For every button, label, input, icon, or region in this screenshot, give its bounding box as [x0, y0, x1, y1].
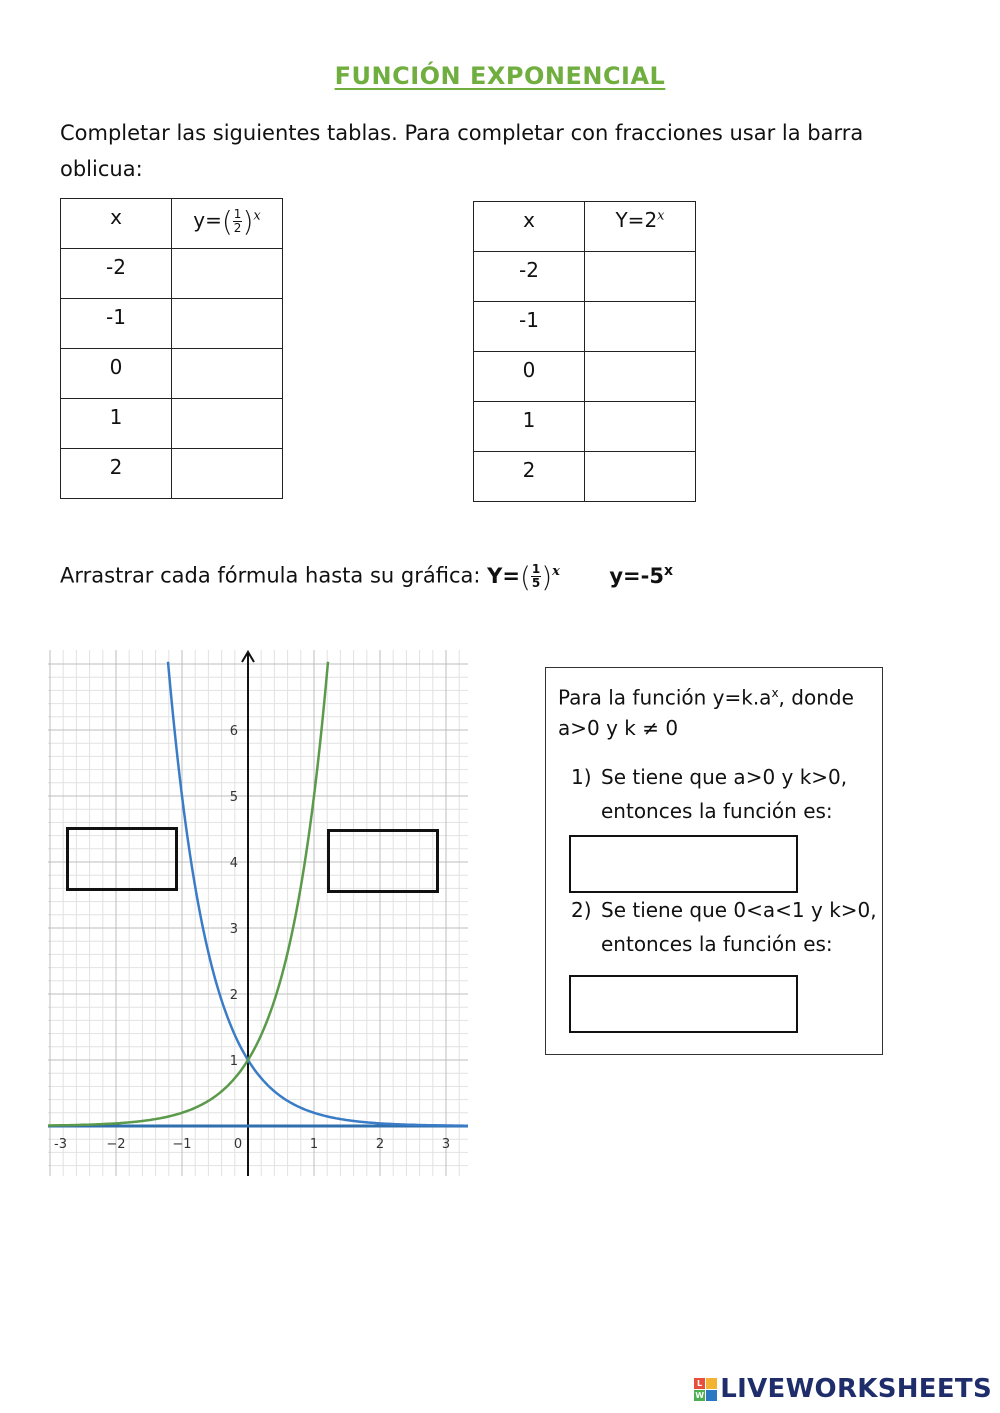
table2-x-cell: -2	[474, 252, 585, 302]
item1-text2: entonces la función es:	[601, 799, 833, 823]
table1-x-cell: 2	[61, 449, 172, 499]
table-half-power	[60, 198, 283, 499]
table2-header-y	[585, 202, 696, 252]
liveworksheets-logo	[694, 1374, 992, 1404]
info-line1	[558, 676, 854, 716]
info-line2: a>0 y k ≠ 0	[558, 716, 679, 740]
logo-mark-icon	[694, 1378, 717, 1401]
exponential-graph	[46, 648, 470, 1178]
y-tick-label: 2	[229, 988, 238, 1003]
x-tick-label: −1	[172, 1137, 192, 1152]
table1-fraction-den: 2	[233, 221, 242, 235]
logo-mark-w: W	[695, 1390, 705, 1400]
curves	[48, 662, 468, 1126]
y-tick-label: 5	[229, 790, 238, 805]
axes	[48, 652, 468, 1176]
table2-x-cell: 0	[474, 352, 585, 402]
answer-box-2[interactable]	[569, 975, 798, 1033]
table1-x-cell: 1	[61, 399, 172, 449]
formula1-den: 5	[531, 576, 541, 590]
x-tick-label: 2	[375, 1137, 385, 1152]
tick-labels	[54, 724, 450, 1152]
table2-x-cell: 2	[474, 452, 585, 502]
x-tick-label: 1	[309, 1137, 319, 1152]
item2-number: 2)	[571, 898, 592, 922]
table1-header-y-prefix: y=	[193, 208, 222, 232]
info-line1-text: Para la función y=k.a	[558, 685, 772, 710]
logo-mark-l: L	[694, 1378, 705, 1389]
y-tick-label: 1	[229, 1054, 238, 1069]
item1-number: 1)	[571, 765, 592, 789]
y-tick-label: 3	[229, 922, 238, 937]
drag-formula-one-fifth[interactable]: Y=( $\frac{1}{5}$ )$^x$	[487, 560, 560, 593]
table1-x-cell: 0	[61, 349, 172, 399]
drag-formula-neg-five[interactable]	[609, 564, 673, 588]
info-line1-sup: x	[771, 686, 779, 700]
x-tick-label: 0	[233, 1137, 243, 1152]
grid-minor	[48, 650, 468, 1176]
table2-header-x: x	[474, 202, 585, 252]
formula1-num: 1	[531, 562, 541, 576]
table1-answer-cell[interactable]	[172, 399, 283, 449]
x-tick-label: 3	[441, 1137, 451, 1152]
table1-header-y: y=( $\frac{1}{2}$ )$^x$	[172, 199, 283, 249]
formula1-prefix: Y=	[487, 563, 520, 588]
drag-prompt: Arrastrar cada fórmula hasta su gráfica:	[60, 563, 481, 588]
y-tick-label: 6	[229, 724, 238, 739]
item2-text1: Se tiene que 0<a<1 y k>0,	[601, 898, 877, 922]
table2-x-cell: 1	[474, 402, 585, 452]
item1-text1: Se tiene que a>0 y k>0,	[601, 765, 848, 789]
table2-x-cell: -1	[474, 302, 585, 352]
table2-header-y-prefix: Y=2	[615, 208, 658, 232]
answer-box-1[interactable]	[569, 835, 798, 893]
logo-text: LIVEWORKSHEETS	[720, 1374, 992, 1404]
graph-drop-box-right[interactable]	[327, 829, 439, 893]
formula2-base: y=-5	[609, 563, 664, 588]
x-tick-label: −2	[106, 1137, 126, 1152]
table1-x-cell: -2	[61, 249, 172, 299]
table1-header-x: x	[61, 199, 172, 249]
table2-answer-cell[interactable]	[585, 402, 696, 452]
page-title: FUNCIÓN EXPONENCIAL	[334, 62, 666, 90]
item2-text2: entonces la función es:	[601, 932, 833, 956]
table1-answer-cell[interactable]	[172, 299, 283, 349]
table-two-power	[473, 201, 696, 502]
graph-drop-box-left[interactable]	[66, 827, 178, 891]
info-line1-end: , donde	[778, 685, 854, 710]
table2-answer-cell[interactable]	[585, 302, 696, 352]
function-properties-box	[545, 667, 883, 1055]
table1-exponent: x	[253, 208, 261, 224]
table1-answer-cell[interactable]	[172, 349, 283, 399]
table1-answer-cell[interactable]	[172, 449, 283, 499]
table1-answer-cell[interactable]	[172, 249, 283, 299]
formula1-exp: x	[552, 563, 560, 579]
x-tick-label: -3	[54, 1137, 67, 1152]
y-tick-label: 4	[229, 856, 238, 871]
table2-answer-cell[interactable]	[585, 452, 696, 502]
formula2-exp: x	[663, 562, 673, 579]
table1-fraction-num: 1	[233, 207, 242, 221]
grid-major	[48, 650, 468, 1176]
table1-x-cell: -1	[61, 299, 172, 349]
table2-answer-cell[interactable]	[585, 252, 696, 302]
drag-prompt-line	[60, 560, 673, 593]
table2-exponent: x	[657, 208, 665, 224]
instructions: Completar las siguientes tablas. Para completar con fracciones usar la barra oblicua:	[60, 121, 864, 181]
table2-answer-cell[interactable]	[585, 352, 696, 402]
curve-blue-decreasing	[168, 662, 468, 1126]
